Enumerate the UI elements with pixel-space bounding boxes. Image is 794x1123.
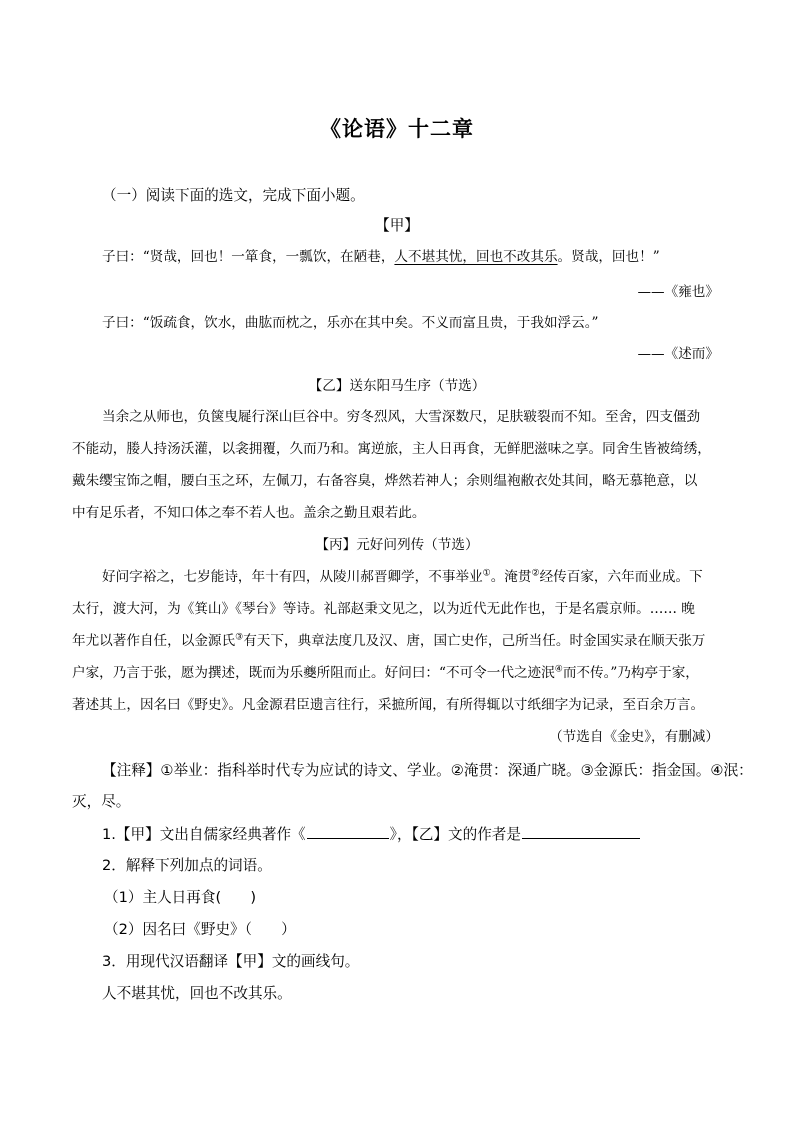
answer-blank-2[interactable] <box>522 824 640 839</box>
footnote-marker: ② <box>531 568 540 579</box>
instruction-text: （一）阅读下面的选文，完成下面小题。 <box>102 187 365 204</box>
section-bing-heading: 【丙】元好问列传（节选） <box>315 537 479 553</box>
footnote-marker: ③ <box>235 632 244 643</box>
notes-line-2: 灭，尽。 <box>72 793 131 810</box>
jia-source-1: ——《雍也》 <box>637 284 719 300</box>
bing-text: 户家，乃言于张，愿为撰述，既而为乐夔所阻而止。好问曰：“不可令一代之迹泯 <box>72 665 555 681</box>
yi-line: 戴朱缨宝饰之帽，腰白玉之环，左佩刀，右备容臭，烨然若神人；余则缊袍敝衣处其间，略无慕艳意，以 <box>72 473 698 489</box>
question-2-item-1: （1）主人日再食( ) <box>104 889 257 906</box>
answer-blank-1[interactable] <box>307 824 389 839</box>
question-1-text: 》，【乙】文的作者是 <box>389 826 521 843</box>
jia-p1-text: 子曰：“贤哉，回也！一箪食，一瓢饮，在陋巷， <box>102 249 395 265</box>
bing-text: 而不传。”乃构亭于家， <box>562 665 699 681</box>
bing-line <box>102 567 703 587</box>
jia-paragraph-2: 子曰：“饭疏食，饮水，曲肱而枕之，乐亦在其中矣。不义而富且贵，于我如浮云。” <box>102 315 599 331</box>
bing-line <box>72 663 699 683</box>
section-yi-heading: 【乙】送东阳马生序（节选） <box>308 378 486 394</box>
bing-source: （节选自《金史》，有删减） <box>549 729 719 745</box>
footnote-marker: ④ <box>554 664 563 675</box>
question-2-item-2: （2）因名曰《野史》（ ） <box>104 921 296 938</box>
yi-line: 不能动，媵人持汤沃灌，以衾拥覆，久而乃和。寓逆旅，主人日再食，无鲜肥滋味之享。同舍生皆被绮绣， <box>72 441 711 457</box>
footnote-marker: ① <box>482 568 491 579</box>
section-jia-heading: 【甲】 <box>375 217 419 234</box>
question-1-text: 1.【甲】文出自儒家经典著作《 <box>102 826 306 843</box>
question-2: 2．解释下列加点的词语。 <box>102 857 272 874</box>
bing-line: 著述其上，因名曰《野史》。凡金源君臣遗言往行，采摭所闻，有所得辄以寸纸细字为记录，至百余万言。 <box>72 697 705 713</box>
bing-text: 。淹贯 <box>490 569 532 585</box>
page-title: 《论语》十二章 <box>320 117 474 141</box>
bing-line <box>72 631 705 651</box>
jia-p1-text-end: 。贤哉，回也！” <box>557 249 660 265</box>
bing-line: 太行，渡大河，为《箕山》《琴台》等诗。礼部赵秉文见之，以为近代无此作也，于是名震京师。…… 晚 <box>72 601 695 617</box>
question-1 <box>102 824 640 845</box>
bing-text: 经传百家，六年而业成。下 <box>539 569 703 585</box>
question-3: 3．用现代汉语翻译【甲】文的画线句。 <box>102 953 360 970</box>
bing-text: 好问字裕之，七岁能诗，年十有四，从陵川郝晋卿学，不事举业 <box>102 569 483 585</box>
bing-text: 有天下，典章法度几及汉、唐，国亡史作，己所当任。时金国实录在顺天张万 <box>243 633 706 649</box>
bing-text: 年尤以著作自任，以金源氏 <box>72 633 236 649</box>
jia-paragraph-1 <box>102 247 660 267</box>
jia-underlined-sentence: 人不堪其忧，回也不改其乐 <box>394 249 558 265</box>
jia-source-2: ——《述而》 <box>637 346 719 362</box>
question-3-sentence: 人不堪其忧，回也不改其乐。 <box>102 985 292 1002</box>
notes-line-1: 【注释】①举业：指科举时代专为应试的诗文、学业。②淹贯：深通广晓。③金源氏：指金国。④泯： <box>102 762 753 779</box>
yi-line: 中有足乐者，不知口体之奉不若人也。盖余之勤且艰若此。 <box>72 505 426 521</box>
yi-line: 当余之从师也，负箧曳屣行深山巨谷中。穷冬烈风，大雪深数尺，足肤皲裂而不知。至舍，四支僵劲 <box>102 409 701 425</box>
